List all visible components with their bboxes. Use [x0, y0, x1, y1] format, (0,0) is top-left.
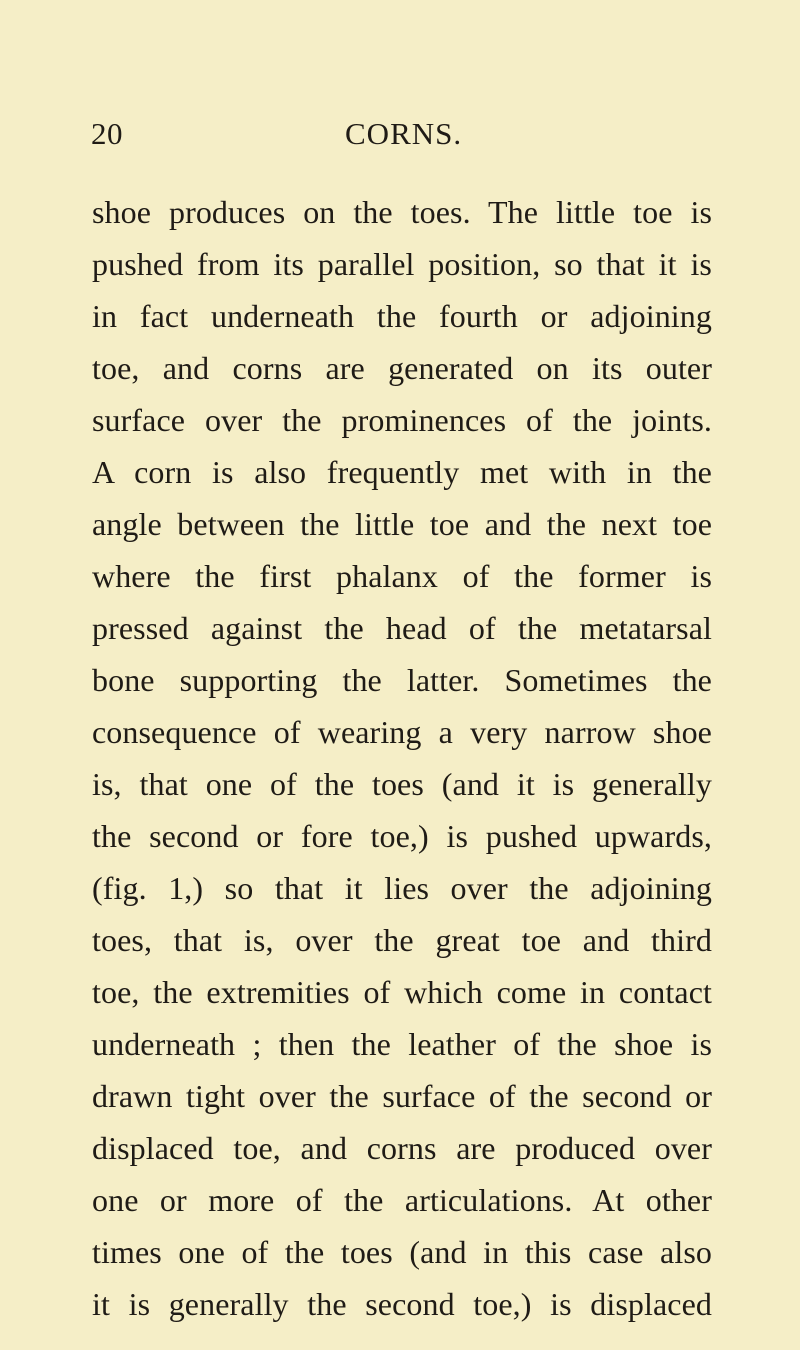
text-line: it is generally the second toe,) is displaced	[92, 1286, 712, 1322]
text-line: underneath ; then the leather of the shoe is	[92, 1026, 712, 1062]
text-line: drawn tight over the surface of the second or	[92, 1078, 712, 1114]
text-line: bone supporting the latter. Sometimes the	[92, 662, 712, 698]
text-line: times one of the toes (and in this case also	[92, 1234, 712, 1270]
text-line: where the first phalanx of the former is	[92, 558, 712, 594]
text-line: toe, and corns are generated on its outer	[92, 350, 712, 386]
text-line: toe, the extremities of which come in contact	[92, 974, 712, 1010]
page-number: 20	[91, 116, 123, 151]
text-line: one or more of the articulations. At other	[92, 1182, 712, 1218]
text-line: shoe produces on the toes. The little toe is	[92, 194, 712, 230]
text-line: angle between the little toe and the next toe	[92, 506, 712, 542]
text-line: in fact underneath the fourth or adjoining	[92, 298, 712, 334]
text-line: (fig. 1,) so that it lies over the adjoining	[92, 870, 712, 906]
running-head: CORNS.	[345, 116, 463, 151]
text-line: pressed against the head of the metatarsal	[92, 610, 712, 646]
text-line: pushed from its parallel position, so that it is	[92, 246, 712, 282]
text-line: consequence of wearing a very narrow shoe	[92, 714, 712, 750]
body-text	[92, 188, 712, 1328]
page-header	[0, 118, 800, 168]
text-line: is, that one of the toes (and it is generally	[92, 766, 712, 802]
text-line: displaced toe, and corns are produced over	[92, 1130, 712, 1166]
text-line: surface over the prominences of the joints.	[92, 402, 712, 438]
text-line: A corn is also frequently met with in the	[92, 454, 712, 490]
text-line: toes, that is, over the great toe and third	[92, 922, 712, 958]
text-line: the second or fore toe,) is pushed upwards,	[92, 818, 712, 854]
